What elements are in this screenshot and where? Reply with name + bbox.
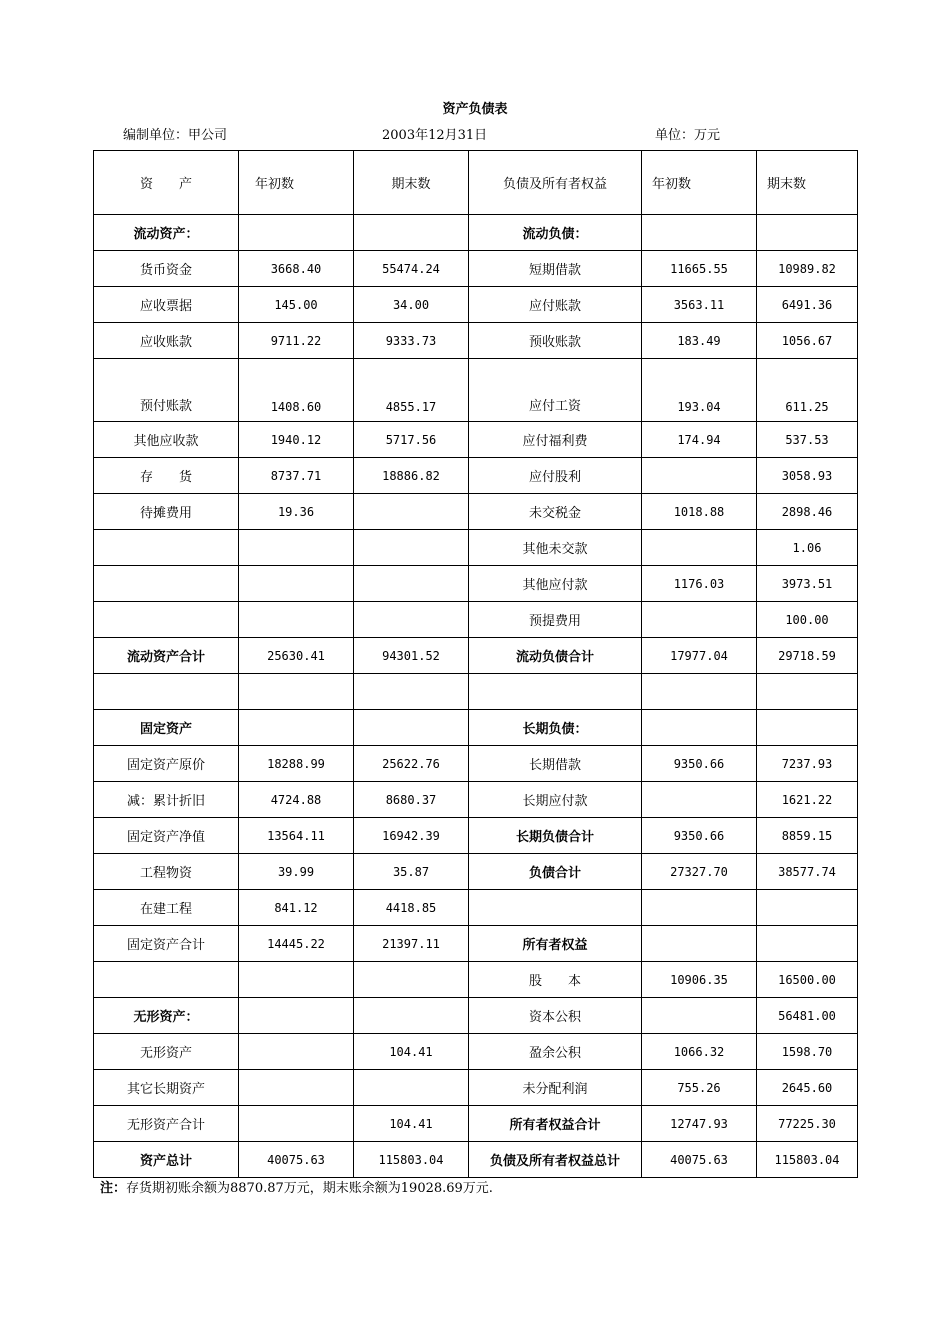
liability-end-cell xyxy=(757,674,858,710)
liability-name-cell: 其他应付款 xyxy=(469,566,642,602)
liability-name-cell: 盈余公积 xyxy=(469,1034,642,1070)
asset-begin-cell: 1408.60 xyxy=(239,359,354,422)
liability-begin-cell: 11665.55 xyxy=(642,251,757,287)
asset-end-cell: 4855.17 xyxy=(354,359,469,422)
asset-name-cell: 存 货 xyxy=(94,458,239,494)
liability-end-cell: 56481.00 xyxy=(757,998,858,1034)
asset-begin-cell: 40075.63 xyxy=(239,1142,354,1178)
liability-end-cell: 115803.04 xyxy=(757,1142,858,1178)
table-row xyxy=(94,674,858,710)
liability-end-cell xyxy=(757,890,858,926)
asset-begin-cell: 841.12 xyxy=(239,890,354,926)
asset-name-cell xyxy=(94,530,239,566)
asset-name-cell: 工程物资 xyxy=(94,854,239,890)
asset-name-cell: 货币资金 xyxy=(94,251,239,287)
liability-name-cell: 流动负债： xyxy=(469,215,642,251)
asset-begin-cell xyxy=(239,962,354,998)
liability-begin-cell: 17977.04 xyxy=(642,638,757,674)
asset-name-cell: 其他应收款 xyxy=(94,422,239,458)
asset-name-cell: 流动资产合计 xyxy=(94,638,239,674)
liability-name-cell: 其他未交款 xyxy=(469,530,642,566)
liability-end-cell: 29718.59 xyxy=(757,638,858,674)
liability-name-cell: 长期借款 xyxy=(469,746,642,782)
liability-name-cell: 股 本 xyxy=(469,962,642,998)
balance-sheet-table xyxy=(93,150,858,1178)
asset-end-cell: 35.87 xyxy=(354,854,469,890)
asset-end-cell: 104.41 xyxy=(354,1034,469,1070)
liability-begin-cell xyxy=(642,458,757,494)
liability-begin-cell xyxy=(642,998,757,1034)
liability-end-cell: 1056.67 xyxy=(757,323,858,359)
liability-name-cell xyxy=(469,674,642,710)
liability-begin-cell xyxy=(642,890,757,926)
liability-end-cell: 8859.15 xyxy=(757,818,858,854)
table-row xyxy=(94,1142,858,1178)
asset-end-cell xyxy=(354,215,469,251)
asset-name-cell: 减：累计折旧 xyxy=(94,782,239,818)
asset-begin-cell xyxy=(239,566,354,602)
liability-begin-cell: 755.26 xyxy=(642,1070,757,1106)
header-row xyxy=(94,151,858,215)
liability-begin-cell: 1176.03 xyxy=(642,566,757,602)
liability-end-cell: 1.06 xyxy=(757,530,858,566)
asset-end-cell: 115803.04 xyxy=(354,1142,469,1178)
asset-name-cell xyxy=(94,674,239,710)
asset-begin-cell: 39.99 xyxy=(239,854,354,890)
asset-end-cell xyxy=(354,602,469,638)
column-header-liability-begin: 年初数 xyxy=(642,151,757,215)
liability-end-cell: 1598.70 xyxy=(757,1034,858,1070)
liability-end-cell: 611.25 xyxy=(757,359,858,422)
liability-begin-cell: 1066.32 xyxy=(642,1034,757,1070)
asset-begin-cell xyxy=(239,602,354,638)
asset-name-cell: 预付账款 xyxy=(94,359,239,422)
liability-name-cell: 短期借款 xyxy=(469,251,642,287)
table-row xyxy=(94,323,858,359)
column-header-liability-end: 期末数 xyxy=(757,151,858,215)
liability-name-cell: 未交税金 xyxy=(469,494,642,530)
asset-begin-cell: 8737.71 xyxy=(239,458,354,494)
liability-end-cell: 10989.82 xyxy=(757,251,858,287)
table-row xyxy=(94,1070,858,1106)
liability-begin-cell: 12747.93 xyxy=(642,1106,757,1142)
asset-name-cell: 其它长期资产 xyxy=(94,1070,239,1106)
asset-name-cell: 在建工程 xyxy=(94,890,239,926)
asset-name-cell: 固定资产合计 xyxy=(94,926,239,962)
footnote-text: 存货期初账余额为8870.87万元，期末账余额为19028.69万元. xyxy=(126,1181,493,1196)
asset-begin-cell xyxy=(239,1070,354,1106)
liability-begin-cell: 27327.70 xyxy=(642,854,757,890)
asset-begin-cell xyxy=(239,215,354,251)
asset-end-cell: 16942.39 xyxy=(354,818,469,854)
table-row xyxy=(94,926,858,962)
asset-begin-cell xyxy=(239,710,354,746)
liability-name-cell xyxy=(469,890,642,926)
liability-name-cell: 资本公积 xyxy=(469,998,642,1034)
column-header-asset-end: 期末数 xyxy=(354,151,469,215)
liability-begin-cell xyxy=(642,782,757,818)
asset-end-cell: 21397.11 xyxy=(354,926,469,962)
asset-begin-cell: 9711.22 xyxy=(239,323,354,359)
liability-name-cell: 应付福利费 xyxy=(469,422,642,458)
asset-name-cell: 固定资产净值 xyxy=(94,818,239,854)
table-row xyxy=(94,422,858,458)
table-row xyxy=(94,602,858,638)
liability-begin-cell: 9350.66 xyxy=(642,818,757,854)
liability-end-cell: 1621.22 xyxy=(757,782,858,818)
asset-begin-cell: 4724.88 xyxy=(239,782,354,818)
unit-label: 单位：万元 xyxy=(655,128,721,143)
liability-end-cell: 38577.74 xyxy=(757,854,858,890)
liability-name-cell: 负债及所有者权益总计 xyxy=(469,1142,642,1178)
liability-end-cell xyxy=(757,926,858,962)
liability-name-cell: 所有者权益合计 xyxy=(469,1106,642,1142)
asset-name-cell xyxy=(94,962,239,998)
asset-name-cell: 无形资产合计 xyxy=(94,1106,239,1142)
liability-begin-cell: 3563.11 xyxy=(642,287,757,323)
asset-end-cell: 5717.56 xyxy=(354,422,469,458)
liability-begin-cell xyxy=(642,530,757,566)
asset-begin-cell: 19.36 xyxy=(239,494,354,530)
asset-begin-cell xyxy=(239,1034,354,1070)
asset-begin-cell xyxy=(239,530,354,566)
asset-name-cell: 无形资产： xyxy=(94,998,239,1034)
liability-name-cell: 流动负债合计 xyxy=(469,638,642,674)
liability-begin-cell xyxy=(642,215,757,251)
asset-end-cell: 8680.37 xyxy=(354,782,469,818)
table-row xyxy=(94,566,858,602)
table-row xyxy=(94,854,858,890)
liability-begin-cell: 183.49 xyxy=(642,323,757,359)
asset-name-cell: 待摊费用 xyxy=(94,494,239,530)
asset-end-cell xyxy=(354,566,469,602)
asset-end-cell: 9333.73 xyxy=(354,323,469,359)
liability-begin-cell: 174.94 xyxy=(642,422,757,458)
liability-end-cell: 77225.30 xyxy=(757,1106,858,1142)
liability-end-cell: 2645.60 xyxy=(757,1070,858,1106)
asset-end-cell: 94301.52 xyxy=(354,638,469,674)
asset-name-cell: 固定资产 xyxy=(94,710,239,746)
table-row xyxy=(94,818,858,854)
asset-end-cell xyxy=(354,710,469,746)
column-header-asset-name: 资 产 xyxy=(94,151,239,215)
asset-end-cell: 4418.85 xyxy=(354,890,469,926)
asset-begin-cell: 18288.99 xyxy=(239,746,354,782)
table-row xyxy=(94,251,858,287)
liability-name-cell: 长期应付款 xyxy=(469,782,642,818)
table-row xyxy=(94,962,858,998)
liability-end-cell xyxy=(757,710,858,746)
liability-name-cell: 长期负债： xyxy=(469,710,642,746)
liability-begin-cell: 1018.88 xyxy=(642,494,757,530)
table-row xyxy=(94,1034,858,1070)
asset-name-cell xyxy=(94,566,239,602)
table-row xyxy=(94,494,858,530)
table-row xyxy=(94,890,858,926)
liability-end-cell: 100.00 xyxy=(757,602,858,638)
liability-end-cell: 7237.93 xyxy=(757,746,858,782)
asset-name-cell: 无形资产 xyxy=(94,1034,239,1070)
liability-name-cell: 所有者权益 xyxy=(469,926,642,962)
liability-name-cell: 应付账款 xyxy=(469,287,642,323)
asset-end-cell: 104.41 xyxy=(354,1106,469,1142)
liability-begin-cell: 40075.63 xyxy=(642,1142,757,1178)
asset-name-cell: 资产总计 xyxy=(94,1142,239,1178)
asset-begin-cell xyxy=(239,674,354,710)
asset-begin-cell: 1940.12 xyxy=(239,422,354,458)
liability-begin-cell xyxy=(642,710,757,746)
liability-begin-cell: 9350.66 xyxy=(642,746,757,782)
table-row xyxy=(94,782,858,818)
liability-name-cell: 预收账款 xyxy=(469,323,642,359)
column-header-liability-name: 负债及所有者权益 xyxy=(469,151,642,215)
column-header-asset-begin: 年初数 xyxy=(239,151,354,215)
liability-name-cell: 未分配利润 xyxy=(469,1070,642,1106)
table-row xyxy=(94,638,858,674)
liability-end-cell: 6491.36 xyxy=(757,287,858,323)
asset-begin-cell xyxy=(239,998,354,1034)
asset-name-cell: 应收账款 xyxy=(94,323,239,359)
liability-end-cell xyxy=(757,215,858,251)
asset-end-cell xyxy=(354,962,469,998)
balance-sheet-body xyxy=(94,151,858,1178)
asset-begin-cell xyxy=(239,1106,354,1142)
liability-name-cell: 应付股利 xyxy=(469,458,642,494)
asset-begin-cell: 3668.40 xyxy=(239,251,354,287)
asset-begin-cell: 14445.22 xyxy=(239,926,354,962)
company-label: 编制单位：甲公司 xyxy=(123,128,228,143)
asset-end-cell xyxy=(354,998,469,1034)
asset-end-cell xyxy=(354,494,469,530)
asset-end-cell xyxy=(354,674,469,710)
asset-begin-cell: 145.00 xyxy=(239,287,354,323)
table-row xyxy=(94,746,858,782)
table-row xyxy=(94,530,858,566)
asset-begin-cell: 25630.41 xyxy=(239,638,354,674)
asset-end-cell xyxy=(354,1070,469,1106)
liability-begin-cell xyxy=(642,602,757,638)
asset-end-cell: 34.00 xyxy=(354,287,469,323)
liability-name-cell: 负债合计 xyxy=(469,854,642,890)
table-row xyxy=(94,998,858,1034)
footnote xyxy=(100,1177,493,1196)
asset-name-cell xyxy=(94,602,239,638)
liability-name-cell: 应付工资 xyxy=(469,359,642,422)
liability-begin-cell: 193.04 xyxy=(642,359,757,422)
table-row xyxy=(94,359,858,422)
table-row xyxy=(94,710,858,746)
table-row xyxy=(94,458,858,494)
liability-end-cell: 3973.51 xyxy=(757,566,858,602)
asset-begin-cell: 13564.11 xyxy=(239,818,354,854)
liability-end-cell: 537.53 xyxy=(757,422,858,458)
report-date: 2003年12月31日 xyxy=(382,128,488,143)
liability-begin-cell: 10906.35 xyxy=(642,962,757,998)
liability-name-cell: 长期负债合计 xyxy=(469,818,642,854)
liability-end-cell: 16500.00 xyxy=(757,962,858,998)
liability-begin-cell xyxy=(642,674,757,710)
table-row xyxy=(94,1106,858,1142)
asset-end-cell: 18886.82 xyxy=(354,458,469,494)
asset-end-cell: 55474.24 xyxy=(354,251,469,287)
asset-name-cell: 流动资产： xyxy=(94,215,239,251)
asset-name-cell: 应收票据 xyxy=(94,287,239,323)
liability-begin-cell xyxy=(642,926,757,962)
liability-name-cell: 预提费用 xyxy=(469,602,642,638)
asset-end-cell: 25622.76 xyxy=(354,746,469,782)
footnote-label: 注： xyxy=(100,1181,127,1196)
table-row xyxy=(94,215,858,251)
liability-end-cell: 2898.46 xyxy=(757,494,858,530)
table-row xyxy=(94,287,858,323)
liability-end-cell: 3058.93 xyxy=(757,458,858,494)
document-title: 资产负债表 xyxy=(442,102,508,117)
asset-name-cell: 固定资产原价 xyxy=(94,746,239,782)
asset-end-cell xyxy=(354,530,469,566)
